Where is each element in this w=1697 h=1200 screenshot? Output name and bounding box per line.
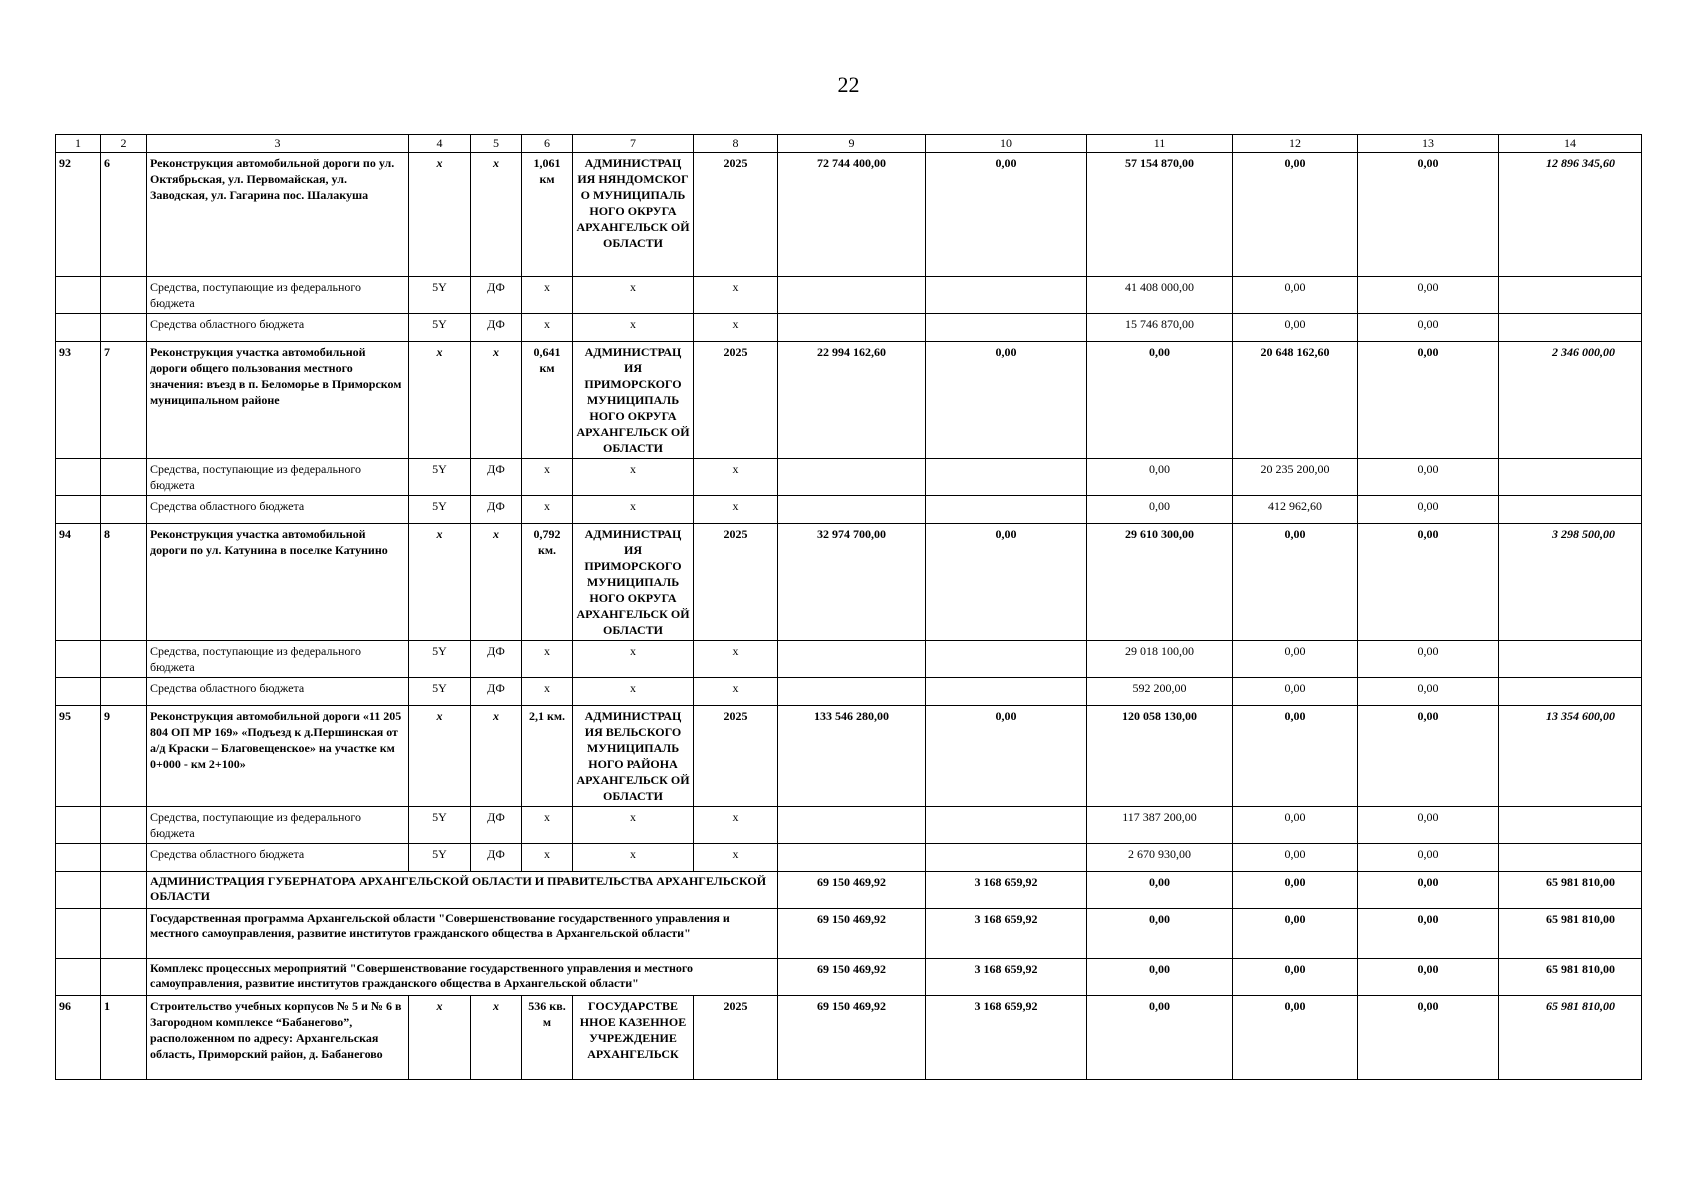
empty-cell	[1499, 314, 1642, 342]
cell-7: x	[573, 678, 694, 706]
cell-4: x	[409, 996, 471, 1080]
amount-col-12: 20 235 200,00	[1233, 459, 1358, 496]
empty-cell	[778, 314, 926, 342]
empty-cell	[101, 872, 147, 909]
cell-4: 5Y	[409, 844, 471, 872]
cell-4: 5Y	[409, 277, 471, 314]
amount-total: 32 974 700,00	[778, 524, 926, 641]
amount-col-13: 0,00	[1358, 807, 1499, 844]
project-length: 1,061 км	[522, 153, 573, 277]
row-number: 94	[56, 524, 101, 641]
funding-source-label: Средства областного бюджета	[147, 678, 409, 706]
project-year: 2025	[694, 342, 778, 459]
funding-source-label: Средства, поступающие из федерального бюджета	[147, 641, 409, 678]
cell-5: ДФ	[471, 459, 522, 496]
amount-col-10: 3 168 659,92	[926, 872, 1087, 909]
amount-col-14: 12 896 345,60	[1499, 153, 1642, 277]
cell-4: x	[409, 342, 471, 459]
empty-cell	[56, 641, 101, 678]
amount-col-13: 0,00	[1358, 314, 1499, 342]
cell-7: x	[573, 277, 694, 314]
empty-cell	[101, 496, 147, 524]
cell-5: ДФ	[471, 496, 522, 524]
funding-source-row	[56, 844, 1642, 872]
project-year: 2025	[694, 996, 778, 1080]
amount-col-14: 3 298 500,00	[1499, 524, 1642, 641]
amount-col-12: 0,00	[1233, 844, 1358, 872]
amount-col-12: 0,00	[1233, 872, 1358, 909]
cell-4: x	[409, 153, 471, 277]
summary-label: Комплекс процессных мероприятий "Совершенствование государственного управления и местного самоуправления, развитие институтов гражданского общества в Архангельской области"	[147, 959, 778, 996]
cell-5: x	[471, 996, 522, 1080]
cell-7: x	[573, 807, 694, 844]
cell-7: x	[573, 314, 694, 342]
organization-name: АДМИНИСТРАЦ ИЯ ВЕЛЬСКОГО МУНИЦИПАЛЬ НОГО РАЙОНА АРХАНГЕЛЬСК ОЙ ОБЛАСТИ	[573, 706, 694, 807]
funding-source-row	[56, 678, 1642, 706]
row-number: 96	[56, 996, 101, 1080]
amount-col-13: 0,00	[1358, 959, 1499, 996]
project-length: 0,641 км	[522, 342, 573, 459]
row-number: 95	[56, 706, 101, 807]
funding-source-row	[56, 314, 1642, 342]
amount-col-12: 20 648 162,60	[1233, 342, 1358, 459]
empty-cell	[56, 909, 101, 959]
empty-cell	[926, 844, 1087, 872]
empty-cell	[778, 678, 926, 706]
funding-source-label: Средства, поступающие из федерального бюджета	[147, 807, 409, 844]
sub-number: 6	[101, 153, 147, 277]
cell-6: x	[522, 678, 573, 706]
amount-col-11: 41 408 000,00	[1087, 277, 1233, 314]
cell-6: x	[522, 641, 573, 678]
empty-cell	[926, 314, 1087, 342]
header-cell: 12	[1233, 135, 1358, 153]
amount-col-10: 3 168 659,92	[926, 959, 1087, 996]
summary-row	[56, 909, 1642, 959]
header-cell: 9	[778, 135, 926, 153]
empty-cell	[56, 959, 101, 996]
empty-cell	[926, 807, 1087, 844]
amount-total: 69 150 469,92	[778, 909, 926, 959]
amount-col-14: 65 981 810,00	[1499, 996, 1642, 1080]
funding-source-row	[56, 496, 1642, 524]
cell-5: x	[471, 153, 522, 277]
empty-cell	[926, 277, 1087, 314]
amount-col-10: 0,00	[926, 153, 1087, 277]
cell-4: x	[409, 524, 471, 641]
row-number: 93	[56, 342, 101, 459]
amount-col-10: 0,00	[926, 524, 1087, 641]
amount-col-11: 120 058 130,00	[1087, 706, 1233, 807]
funding-source-label: Средства областного бюджета	[147, 496, 409, 524]
empty-cell	[101, 277, 147, 314]
amount-col-12: 0,00	[1233, 524, 1358, 641]
amount-col-11: 29 018 100,00	[1087, 641, 1233, 678]
amount-col-12: 0,00	[1233, 706, 1358, 807]
amount-col-12: 0,00	[1233, 909, 1358, 959]
amount-col-13: 0,00	[1358, 678, 1499, 706]
header-cell: 10	[926, 135, 1087, 153]
project-length: 536 кв. м	[522, 996, 573, 1080]
amount-col-14: 2 346 000,00	[1499, 342, 1642, 459]
cell-5: x	[471, 706, 522, 807]
cell-4: x	[409, 706, 471, 807]
cell-5: ДФ	[471, 807, 522, 844]
header-cell: 6	[522, 135, 573, 153]
amount-col-13: 0,00	[1358, 153, 1499, 277]
empty-cell	[926, 641, 1087, 678]
cell-5: ДФ	[471, 844, 522, 872]
cell-7: x	[573, 459, 694, 496]
cell-7: x	[573, 496, 694, 524]
amount-col-12: 0,00	[1233, 807, 1358, 844]
empty-cell	[101, 909, 147, 959]
header-cell: 14	[1499, 135, 1642, 153]
amount-col-11: 2 670 930,00	[1087, 844, 1233, 872]
funding-source-label: Средства областного бюджета	[147, 314, 409, 342]
project-name: Реконструкция участка автомобильной дороги общего пользования местного значения: въезд в п. Беломорье в Приморском муниципальном районе	[147, 342, 409, 459]
empty-cell	[56, 459, 101, 496]
empty-cell	[56, 496, 101, 524]
cell-5: x	[471, 342, 522, 459]
cell-7: x	[573, 641, 694, 678]
cell-5: ДФ	[471, 641, 522, 678]
amount-col-13: 0,00	[1358, 459, 1499, 496]
cell-4: 5Y	[409, 641, 471, 678]
empty-cell	[101, 314, 147, 342]
summary-label: Государственная программа Архангельской области "Совершенствование государственного управления и местного самоуправления, развитие институтов гражданского общества в Архангельской области"	[147, 909, 778, 959]
amount-col-13: 0,00	[1358, 524, 1499, 641]
funding-source-row	[56, 277, 1642, 314]
empty-cell	[1499, 641, 1642, 678]
empty-cell	[56, 314, 101, 342]
empty-cell	[926, 459, 1087, 496]
cell-8: x	[694, 844, 778, 872]
amount-col-13: 0,00	[1358, 996, 1499, 1080]
amount-col-10: 0,00	[926, 706, 1087, 807]
amount-col-10: 3 168 659,92	[926, 909, 1087, 959]
empty-cell	[1499, 807, 1642, 844]
cell-6: x	[522, 807, 573, 844]
amount-col-11: 0,00	[1087, 496, 1233, 524]
sub-number: 9	[101, 706, 147, 807]
cell-5: x	[471, 524, 522, 641]
cell-8: x	[694, 641, 778, 678]
amount-col-11: 0,00	[1087, 959, 1233, 996]
header-cell: 2	[101, 135, 147, 153]
cell-4: 5Y	[409, 314, 471, 342]
cell-5: ДФ	[471, 678, 522, 706]
project-row	[56, 524, 1642, 641]
amount-col-13: 0,00	[1358, 872, 1499, 909]
project-row	[56, 996, 1642, 1080]
organization-name: АДМИНИСТРАЦ ИЯ НЯНДОМСКОГ О МУНИЦИПАЛЬ НОГО ОКРУГА АРХАНГЕЛЬСК ОЙ ОБЛАСТИ	[573, 153, 694, 277]
amount-col-11: 0,00	[1087, 342, 1233, 459]
cell-7: x	[573, 844, 694, 872]
summary-row	[56, 872, 1642, 909]
amount-col-11: 0,00	[1087, 909, 1233, 959]
summary-label: АДМИНИСТРАЦИЯ ГУБЕРНАТОРА АРХАНГЕЛЬСКОЙ ОБЛАСТИ И ПРАВИТЕЛЬСТВА АРХАНГЕЛЬСКОЙ ОБЛАСТИ	[147, 872, 778, 909]
project-name: Строительство учебных корпусов № 5 и № 6 в Загородном комплексе “Бабанегово”, расположенном по адресу: Архангельская область, Приморский район, д. Бабанегово	[147, 996, 409, 1080]
project-length: 2,1 км.	[522, 706, 573, 807]
empty-cell	[778, 807, 926, 844]
cell-6: x	[522, 314, 573, 342]
amount-col-12: 0,00	[1233, 314, 1358, 342]
project-name: Реконструкция автомобильной дороги по ул. Октябрьская, ул. Первомайская, ул. Заводская, ул. Гагарина пос. Шалакуша	[147, 153, 409, 277]
sub-number: 1	[101, 996, 147, 1080]
amount-col-13: 0,00	[1358, 844, 1499, 872]
amount-col-13: 0,00	[1358, 277, 1499, 314]
amount-total: 133 546 280,00	[778, 706, 926, 807]
project-name: Реконструкция участка автомобильной дороги по ул. Катунина в поселке Катунино	[147, 524, 409, 641]
empty-cell	[1499, 277, 1642, 314]
empty-cell	[1499, 496, 1642, 524]
header-cell: 3	[147, 135, 409, 153]
header-cell: 1	[56, 135, 101, 153]
amount-total: 69 150 469,92	[778, 959, 926, 996]
header-cell: 13	[1358, 135, 1499, 153]
amount-col-13: 0,00	[1358, 342, 1499, 459]
amount-total: 72 744 400,00	[778, 153, 926, 277]
funding-source-row	[56, 641, 1642, 678]
amount-col-11: 0,00	[1087, 459, 1233, 496]
project-row	[56, 153, 1642, 277]
amount-col-12: 0,00	[1233, 959, 1358, 996]
project-year: 2025	[694, 524, 778, 641]
cell-8: x	[694, 314, 778, 342]
empty-cell	[101, 959, 147, 996]
header-row	[56, 135, 1642, 153]
cell-8: x	[694, 277, 778, 314]
funding-source-label: Средства областного бюджета	[147, 844, 409, 872]
project-name: Реконструкция автомобильной дороги «11 205 804 ОП МР 169» «Подъезд к д.Першинская от а/д Краски – Благовещенское» на участке км 0+000 - км 2+100»	[147, 706, 409, 807]
empty-cell	[101, 641, 147, 678]
header-cell: 11	[1087, 135, 1233, 153]
cell-8: x	[694, 807, 778, 844]
cell-4: 5Y	[409, 496, 471, 524]
amount-total: 69 150 469,92	[778, 996, 926, 1080]
cell-4: 5Y	[409, 678, 471, 706]
amount-col-10: 3 168 659,92	[926, 996, 1087, 1080]
project-row	[56, 706, 1642, 807]
empty-cell	[1499, 844, 1642, 872]
amount-col-11: 29 610 300,00	[1087, 524, 1233, 641]
empty-cell	[926, 678, 1087, 706]
row-number: 92	[56, 153, 101, 277]
empty-cell	[56, 277, 101, 314]
project-row	[56, 342, 1642, 459]
empty-cell	[778, 459, 926, 496]
organization-name: АДМИНИСТРАЦ ИЯ ПРИМОРСКОГО МУНИЦИПАЛЬ НОГО ОКРУГА АРХАНГЕЛЬСК ОЙ ОБЛАСТИ	[573, 524, 694, 641]
empty-cell	[101, 844, 147, 872]
amount-col-12: 0,00	[1233, 277, 1358, 314]
empty-cell	[56, 844, 101, 872]
cell-6: x	[522, 844, 573, 872]
summary-row	[56, 959, 1642, 996]
project-year: 2025	[694, 706, 778, 807]
empty-cell	[778, 277, 926, 314]
amount-col-13: 0,00	[1358, 496, 1499, 524]
header-cell: 7	[573, 135, 694, 153]
amount-col-14: 65 981 810,00	[1499, 959, 1642, 996]
header-cell: 4	[409, 135, 471, 153]
budget-table	[55, 134, 1642, 1080]
amount-col-14: 65 981 810,00	[1499, 872, 1642, 909]
funding-source-row	[56, 459, 1642, 496]
funding-source-label: Средства, поступающие из федерального бюджета	[147, 459, 409, 496]
cell-4: 5Y	[409, 807, 471, 844]
cell-8: x	[694, 496, 778, 524]
amount-col-12: 0,00	[1233, 153, 1358, 277]
amount-col-13: 0,00	[1358, 909, 1499, 959]
project-length: 0,792 км.	[522, 524, 573, 641]
empty-cell	[101, 459, 147, 496]
empty-cell	[1499, 459, 1642, 496]
amount-col-12: 412 962,60	[1233, 496, 1358, 524]
amount-col-11: 592 200,00	[1087, 678, 1233, 706]
cell-5: ДФ	[471, 314, 522, 342]
cell-8: x	[694, 459, 778, 496]
empty-cell	[778, 641, 926, 678]
empty-cell	[101, 678, 147, 706]
empty-cell	[56, 678, 101, 706]
amount-col-12: 0,00	[1233, 996, 1358, 1080]
cell-5: ДФ	[471, 277, 522, 314]
amount-total: 22 994 162,60	[778, 342, 926, 459]
cell-6: x	[522, 459, 573, 496]
cell-8: x	[694, 678, 778, 706]
project-year: 2025	[694, 153, 778, 277]
cell-6: x	[522, 496, 573, 524]
amount-col-11: 57 154 870,00	[1087, 153, 1233, 277]
funding-source-row	[56, 807, 1642, 844]
amount-col-14: 13 354 600,00	[1499, 706, 1642, 807]
header-cell: 5	[471, 135, 522, 153]
amount-total: 69 150 469,92	[778, 872, 926, 909]
page-number: 22	[837, 72, 860, 97]
amount-col-11: 117 387 200,00	[1087, 807, 1233, 844]
empty-cell	[101, 807, 147, 844]
amount-col-14: 65 981 810,00	[1499, 909, 1642, 959]
amount-col-12: 0,00	[1233, 678, 1358, 706]
cell-4: 5Y	[409, 459, 471, 496]
sub-number: 8	[101, 524, 147, 641]
empty-cell	[1499, 678, 1642, 706]
organization-name: АДМИНИСТРАЦ ИЯ ПРИМОРСКОГО МУНИЦИПАЛЬ НОГО ОКРУГА АРХАНГЕЛЬСК ОЙ ОБЛАСТИ	[573, 342, 694, 459]
amount-col-11: 15 746 870,00	[1087, 314, 1233, 342]
amount-col-13: 0,00	[1358, 706, 1499, 807]
funding-source-label: Средства, поступающие из федерального бюджета	[147, 277, 409, 314]
header-cell: 8	[694, 135, 778, 153]
organization-name: ГОСУДАРСТВЕ ННОЕ КАЗЕННОЕ УЧРЕЖДЕНИЕ АРХАНГЕЛЬСК	[573, 996, 694, 1080]
empty-cell	[56, 807, 101, 844]
sub-number: 7	[101, 342, 147, 459]
amount-col-12: 0,00	[1233, 641, 1358, 678]
empty-cell	[778, 844, 926, 872]
empty-cell	[926, 496, 1087, 524]
amount-col-11: 0,00	[1087, 872, 1233, 909]
empty-cell	[778, 496, 926, 524]
amount-col-11: 0,00	[1087, 996, 1233, 1080]
empty-cell	[56, 872, 101, 909]
cell-6: x	[522, 277, 573, 314]
amount-col-10: 0,00	[926, 342, 1087, 459]
amount-col-13: 0,00	[1358, 641, 1499, 678]
